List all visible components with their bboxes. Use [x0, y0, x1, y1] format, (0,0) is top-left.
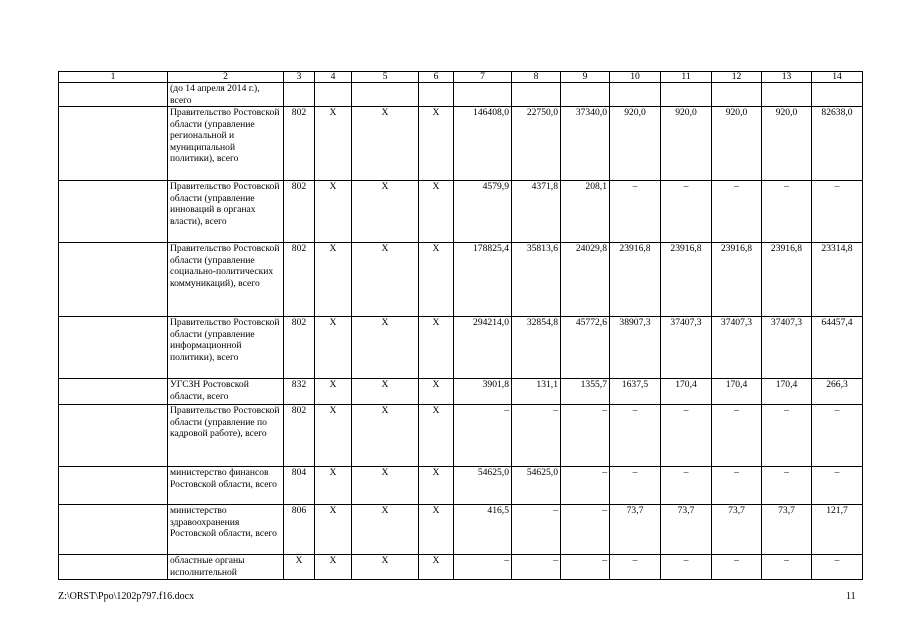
table-cell: Х — [352, 405, 419, 467]
table-cell: 178825,4 — [454, 243, 512, 317]
header-row — [59, 72, 863, 83]
table-cell: Х — [419, 317, 454, 379]
table-cell: 22750,0 — [512, 107, 561, 181]
table-cell: – — [762, 181, 812, 243]
table-cell: – — [661, 181, 712, 243]
table-cell: 23916,8 — [661, 243, 712, 317]
table-cell: 920,0 — [762, 107, 812, 181]
column-header-3: 3 — [284, 72, 315, 83]
table-cell: 37407,3 — [661, 317, 712, 379]
table-cell: – — [561, 467, 610, 505]
table-cell: – — [454, 555, 512, 580]
table-cell: 266,3 — [812, 379, 863, 405]
table-cell: 806 — [284, 505, 315, 555]
table-cell: Х — [315, 405, 352, 467]
column-header-13: 13 — [762, 72, 812, 83]
table-cell: 54625,0 — [454, 467, 512, 505]
table-cell — [59, 555, 168, 580]
table-cell — [59, 243, 168, 317]
row-label-cell: УГСЗН Ростовской области, всего — [168, 379, 284, 405]
table-cell: Х — [352, 317, 419, 379]
table-cell: 73,7 — [610, 505, 661, 555]
table-cell: 37407,3 — [712, 317, 762, 379]
column-header-8: 8 — [512, 72, 561, 83]
table-cell: Х — [315, 555, 352, 580]
table-row — [59, 505, 863, 555]
table-cell: – — [610, 555, 661, 580]
table-cell: 802 — [284, 107, 315, 181]
table-cell: 37407,3 — [762, 317, 812, 379]
table-cell: – — [512, 405, 561, 467]
table-cell — [762, 83, 812, 107]
column-header-1: 1 — [59, 72, 168, 83]
table-cell: 73,7 — [762, 505, 812, 555]
table-cell: 802 — [284, 317, 315, 379]
table-cell — [59, 317, 168, 379]
table-cell: 73,7 — [712, 505, 762, 555]
table-cell: – — [561, 405, 610, 467]
column-header-9: 9 — [561, 72, 610, 83]
table-cell: 54625,0 — [512, 467, 561, 505]
table-cell: – — [762, 467, 812, 505]
table-cell: Х — [315, 379, 352, 405]
table-cell — [419, 83, 454, 107]
table-cell: 121,7 — [812, 505, 863, 555]
column-header-4: 4 — [315, 72, 352, 83]
table-cell: 73,7 — [661, 505, 712, 555]
table-row — [59, 467, 863, 505]
row-label-cell: Правительство Ростовской области (управление информационной политики), всего — [168, 317, 284, 379]
table-cell: 920,0 — [661, 107, 712, 181]
table-cell: 920,0 — [712, 107, 762, 181]
row-label-cell: Правительство Ростовской области (управление социально-политических коммуникаций), всего — [168, 243, 284, 317]
table-cell: 32854,8 — [512, 317, 561, 379]
footer-file-path: Z:\ORST\Ppo\1202p797.f16.docx — [58, 591, 195, 602]
table-cell: – — [661, 405, 712, 467]
table-cell: – — [512, 555, 561, 580]
table-cell — [352, 83, 419, 107]
table-cell — [59, 405, 168, 467]
table-cell: Х — [315, 505, 352, 555]
table-cell: Х — [315, 181, 352, 243]
table-cell: – — [610, 467, 661, 505]
table-cell: 1637,5 — [610, 379, 661, 405]
row-label-cell: министерство здравоохранения Ростовской области, всего — [168, 505, 284, 555]
table-row — [59, 181, 863, 243]
column-header-14: 14 — [812, 72, 863, 83]
table-cell: 131,1 — [512, 379, 561, 405]
table-cell — [59, 379, 168, 405]
table-cell: 35813,6 — [512, 243, 561, 317]
table-cell: 146408,0 — [454, 107, 512, 181]
table-cell: – — [812, 467, 863, 505]
table-cell: Х — [352, 379, 419, 405]
table-cell — [59, 83, 168, 107]
table-cell: 208,1 — [561, 181, 610, 243]
table-cell — [561, 83, 610, 107]
table-cell: Х — [419, 379, 454, 405]
table-cell: 170,4 — [762, 379, 812, 405]
column-header-12: 12 — [712, 72, 762, 83]
table-cell — [59, 505, 168, 555]
table-cell: 4371,8 — [512, 181, 561, 243]
table-cell: Х — [352, 243, 419, 317]
table-cell: Х — [352, 555, 419, 580]
table-cell: – — [712, 181, 762, 243]
table-row — [59, 243, 863, 317]
table-cell: 832 — [284, 379, 315, 405]
table-cell: 3901,8 — [454, 379, 512, 405]
table-cell: 1355,7 — [561, 379, 610, 405]
table-cell: – — [661, 555, 712, 580]
table-cell: – — [512, 505, 561, 555]
table-cell: – — [812, 405, 863, 467]
table-row — [59, 317, 863, 379]
table-cell: Х — [315, 243, 352, 317]
table-cell: – — [610, 181, 661, 243]
table-cell — [59, 107, 168, 181]
table-cell: – — [712, 467, 762, 505]
table-cell: – — [712, 405, 762, 467]
table-cell: 24029,8 — [561, 243, 610, 317]
table-cell: – — [561, 555, 610, 580]
table-cell: Х — [419, 243, 454, 317]
table-cell: Х — [352, 181, 419, 243]
page-number: 11 — [846, 591, 856, 602]
table-cell: 23916,8 — [712, 243, 762, 317]
table-cell — [59, 181, 168, 243]
column-header-5: 5 — [352, 72, 419, 83]
table-cell: 802 — [284, 181, 315, 243]
row-label-cell: Правительство Ростовской области (управление по кадровой работе), всего — [168, 405, 284, 467]
table-cell: Х — [419, 405, 454, 467]
table-cell: 920,0 — [610, 107, 661, 181]
table-cell: – — [454, 405, 512, 467]
table-cell: – — [712, 555, 762, 580]
table-cell — [59, 467, 168, 505]
table-cell: Х — [315, 107, 352, 181]
table-cell — [661, 83, 712, 107]
table-cell: Х — [352, 467, 419, 505]
table-cell — [315, 83, 352, 107]
table-row — [59, 83, 863, 107]
table-cell: 23916,8 — [762, 243, 812, 317]
row-label-cell: (до 14 апреля 2014 г.), всего — [168, 83, 284, 107]
table-cell: Х — [284, 555, 315, 580]
table-cell: 38907,3 — [610, 317, 661, 379]
table-row — [59, 555, 863, 580]
table-cell: 23916,8 — [610, 243, 661, 317]
table-cell: Х — [419, 467, 454, 505]
column-header-2: 2 — [168, 72, 284, 83]
table-cell: 416,5 — [454, 505, 512, 555]
row-label-cell: Правительство Ростовской области (управление региональной и муниципальной политики), всего — [168, 107, 284, 181]
table-row — [59, 379, 863, 405]
table-cell: Х — [352, 107, 419, 181]
table-cell — [812, 83, 863, 107]
table-cell — [512, 83, 561, 107]
column-header-10: 10 — [610, 72, 661, 83]
table-cell: Х — [315, 317, 352, 379]
column-header-11: 11 — [661, 72, 712, 83]
table-cell — [712, 83, 762, 107]
table-row — [59, 405, 863, 467]
table-cell: 802 — [284, 243, 315, 317]
table-cell: 64457,4 — [812, 317, 863, 379]
budget-table — [58, 71, 863, 580]
table-cell: Х — [419, 181, 454, 243]
table-cell: Х — [419, 555, 454, 580]
table-cell: – — [762, 405, 812, 467]
row-label-cell: министерство финансов Ростовской области, всего — [168, 467, 284, 505]
table-cell: 37340,0 — [561, 107, 610, 181]
table-cell: – — [812, 181, 863, 243]
table-cell: 23314,8 — [812, 243, 863, 317]
table-cell: Х — [315, 467, 352, 505]
table-cell: Х — [419, 107, 454, 181]
table-cell — [284, 83, 315, 107]
table-cell: – — [610, 405, 661, 467]
table-cell: 82638,0 — [812, 107, 863, 181]
table-cell: Х — [419, 505, 454, 555]
row-label-cell: Правительство Ростовской области (управление инноваций в органах власти), всего — [168, 181, 284, 243]
column-header-7: 7 — [454, 72, 512, 83]
table-cell — [454, 83, 512, 107]
table-cell: 4579,9 — [454, 181, 512, 243]
row-label-cell: областные органы исполнительной — [168, 555, 284, 580]
table-row — [59, 107, 863, 181]
table-cell: – — [661, 467, 712, 505]
column-header-6: 6 — [419, 72, 454, 83]
table-cell: Х — [352, 505, 419, 555]
table-cell — [610, 83, 661, 107]
table-cell: 45772,6 — [561, 317, 610, 379]
table-cell: 804 — [284, 467, 315, 505]
table-cell: 802 — [284, 405, 315, 467]
table-cell: 294214,0 — [454, 317, 512, 379]
table-cell: – — [762, 555, 812, 580]
table-cell: – — [561, 505, 610, 555]
table-cell: 170,4 — [712, 379, 762, 405]
table-cell: 170,4 — [661, 379, 712, 405]
table-cell: – — [812, 555, 863, 580]
